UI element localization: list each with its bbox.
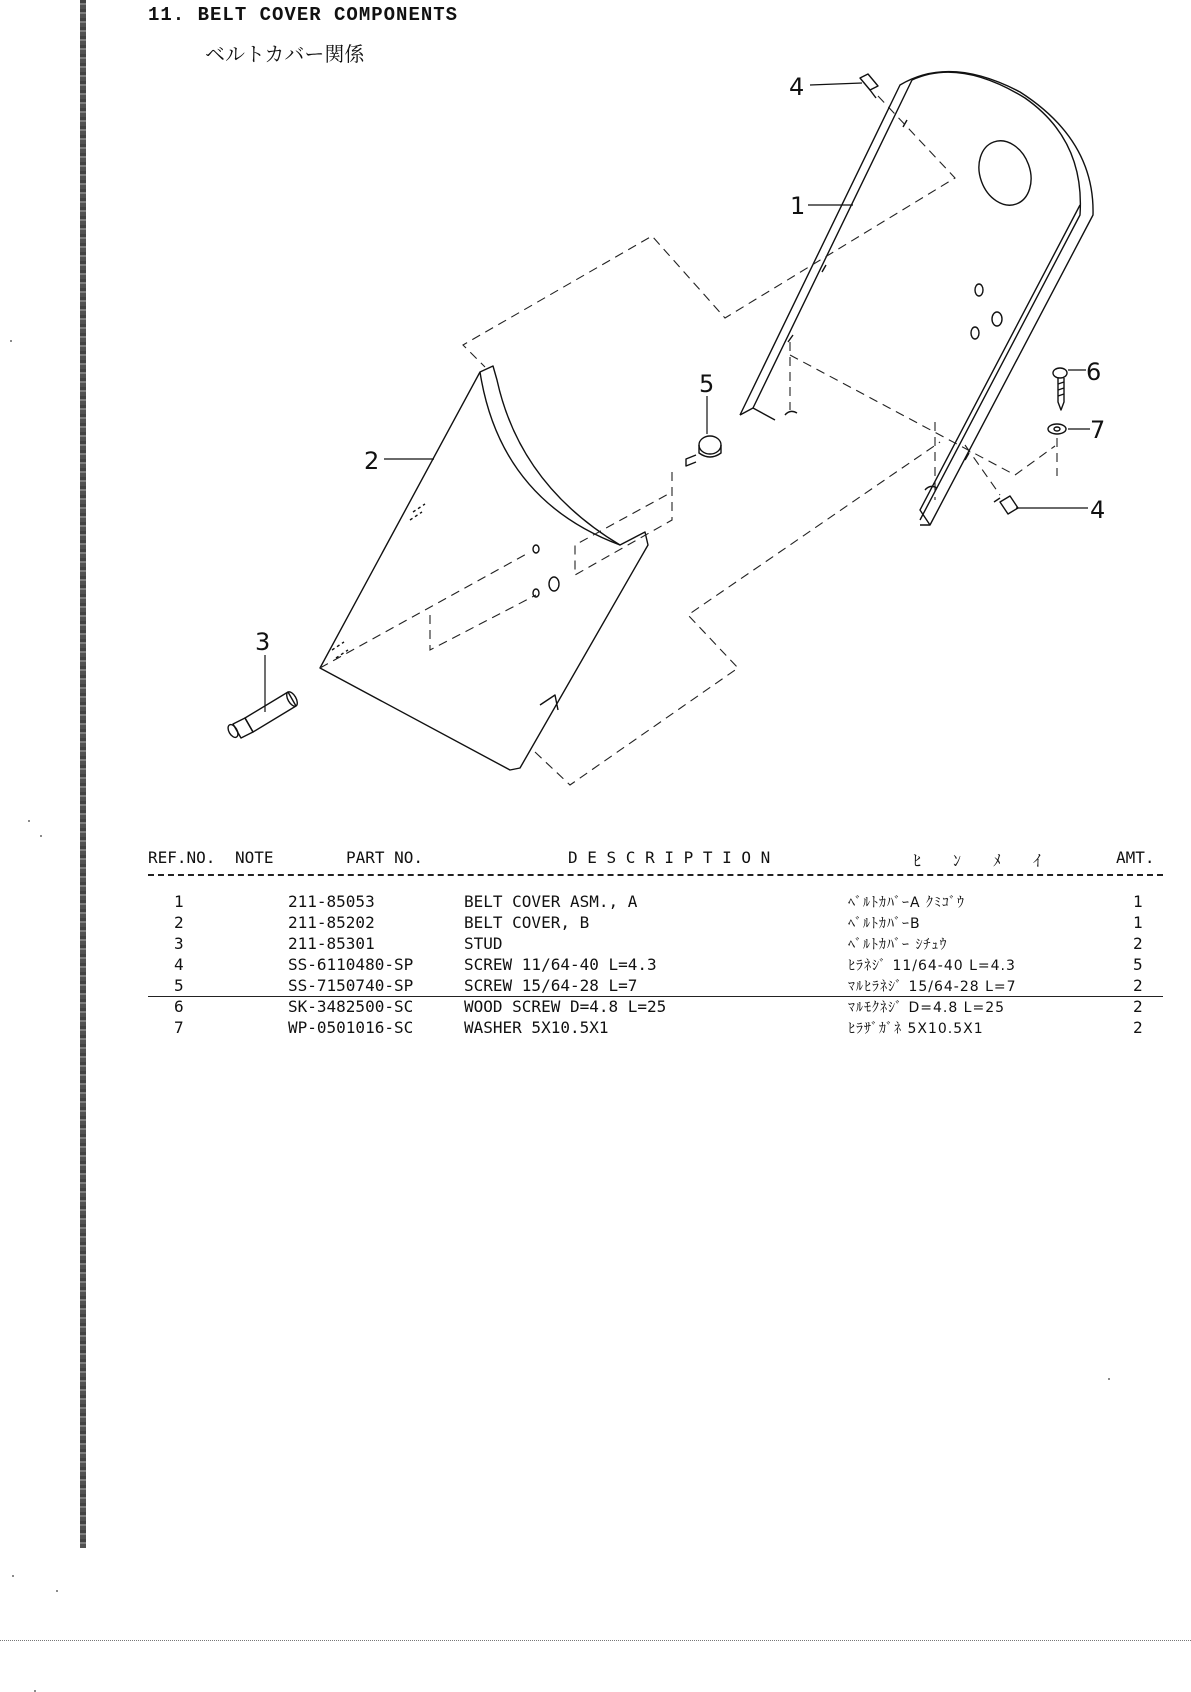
amt-cell: 2 [1133,997,1143,1016]
hinmei-cell: ﾏﾙﾋﾗﾈｼﾞ 15/64-28 L=7 [848,979,1017,995]
description-cell: WASHER 5X10.5X1 [464,1018,609,1037]
table-row [148,913,1168,934]
part-no-cell: 211-85301 [288,934,375,953]
ref-cell: 3 [174,934,184,953]
page-title: 11. BELT COVER COMPONENTS [148,4,459,26]
callout-4-bottom: 4 [1090,496,1106,524]
table-row [148,976,1168,997]
callout-6: 6 [1086,358,1102,386]
hinmei-cell: ﾍﾞﾙﾄｶﾊﾞｰB [848,916,921,932]
amt-cell: 2 [1133,1018,1143,1037]
table-row [148,1018,1168,1039]
description-cell: SCREW 15/64-28 L=7 [464,976,638,995]
part-no-cell: SS-6110480-SP [288,955,414,974]
callout-4-top: 4 [789,73,805,101]
hinmei-cell: ﾋﾗｻﾞｶﾞﾈ 5X10.5X1 [848,1021,984,1037]
amt-cell: 1 [1133,892,1143,911]
washer-7-drawing [1048,424,1066,434]
table-row [148,997,1168,1018]
wood-screw-6-drawing [1053,368,1067,410]
screw-4-top-drawing [860,74,878,98]
description-cell: STUD [464,934,503,953]
scan-speck [12,1575,14,1577]
header-part-no: PART NO. [346,848,424,867]
description-cell: BELT COVER ASM., A [464,892,638,911]
table-row [148,955,1168,976]
header-note: NOTE [235,848,274,867]
callout-1: 1 [790,192,806,220]
page-subtitle: ベルトカバー関係 [205,42,365,66]
amt-cell: 2 [1133,976,1143,995]
ref-cell: 5 [174,976,184,995]
screw-5-drawing [686,436,721,466]
amt-cell: 1 [1133,913,1143,932]
stud-drawing [226,690,299,739]
callout-7: 7 [1090,416,1106,444]
part-no-cell: WP-0501016-SC [288,1018,414,1037]
part-no-cell: SK-3482500-SC [288,997,414,1016]
scan-speck [1108,1378,1110,1380]
assembly-lines [320,96,1057,785]
scan-speck [56,1590,58,1592]
part-no-cell: SS-7150740-SP [288,976,414,995]
belt-cover-b-drawing [320,366,648,770]
callout-3: 3 [255,628,271,656]
header-description: D E S C R I P T I O N [568,848,771,867]
header-hinmei: ﾋ ﾝ ﾒ ｲ [913,851,1042,870]
row-separator [148,996,1163,997]
part-no-cell: 211-85053 [288,892,375,911]
ref-cell: 7 [174,1018,184,1037]
ref-cell: 6 [174,997,184,1016]
page-bottom-rule [0,1640,1191,1641]
table-row [148,892,1168,913]
ref-cell: 2 [174,913,184,932]
callout-2: 2 [364,447,380,475]
ref-cell: 4 [174,955,184,974]
table-row [148,934,1168,955]
hinmei-cell: ﾋﾗﾈｼﾞ 11/64-40 L=4.3 [848,958,1016,974]
ref-cell: 1 [174,892,184,911]
amt-cell: 2 [1133,934,1143,953]
hinmei-cell: ﾍﾞﾙﾄｶﾊﾞｰA ｸﾐｺﾞｳ [848,895,966,911]
leader-lines [265,83,1090,712]
screw-4-bottom-drawing [994,496,1018,514]
scan-speck [40,835,42,837]
exploded-diagram [0,0,1191,800]
description-cell: SCREW 11/64-40 L=4.3 [464,955,657,974]
header-ref-no: REF.NO. [148,848,216,867]
description-cell: BELT COVER, B [464,913,590,932]
hinmei-cell: ﾍﾞﾙﾄｶﾊﾞｰ ｼﾁｭｳ [848,937,948,953]
header-divider [148,874,1163,876]
hinmei-cell: ﾏﾙﾓｸﾈｼﾞ D=4.8 L=25 [848,1000,1006,1016]
callout-5: 5 [699,370,715,398]
scan-speck [28,820,30,822]
description-cell: WOOD SCREW D=4.8 L=25 [464,997,667,1016]
amt-cell: 5 [1133,955,1143,974]
header-amt: AMT. [1116,848,1155,867]
part-no-cell: 211-85202 [288,913,375,932]
